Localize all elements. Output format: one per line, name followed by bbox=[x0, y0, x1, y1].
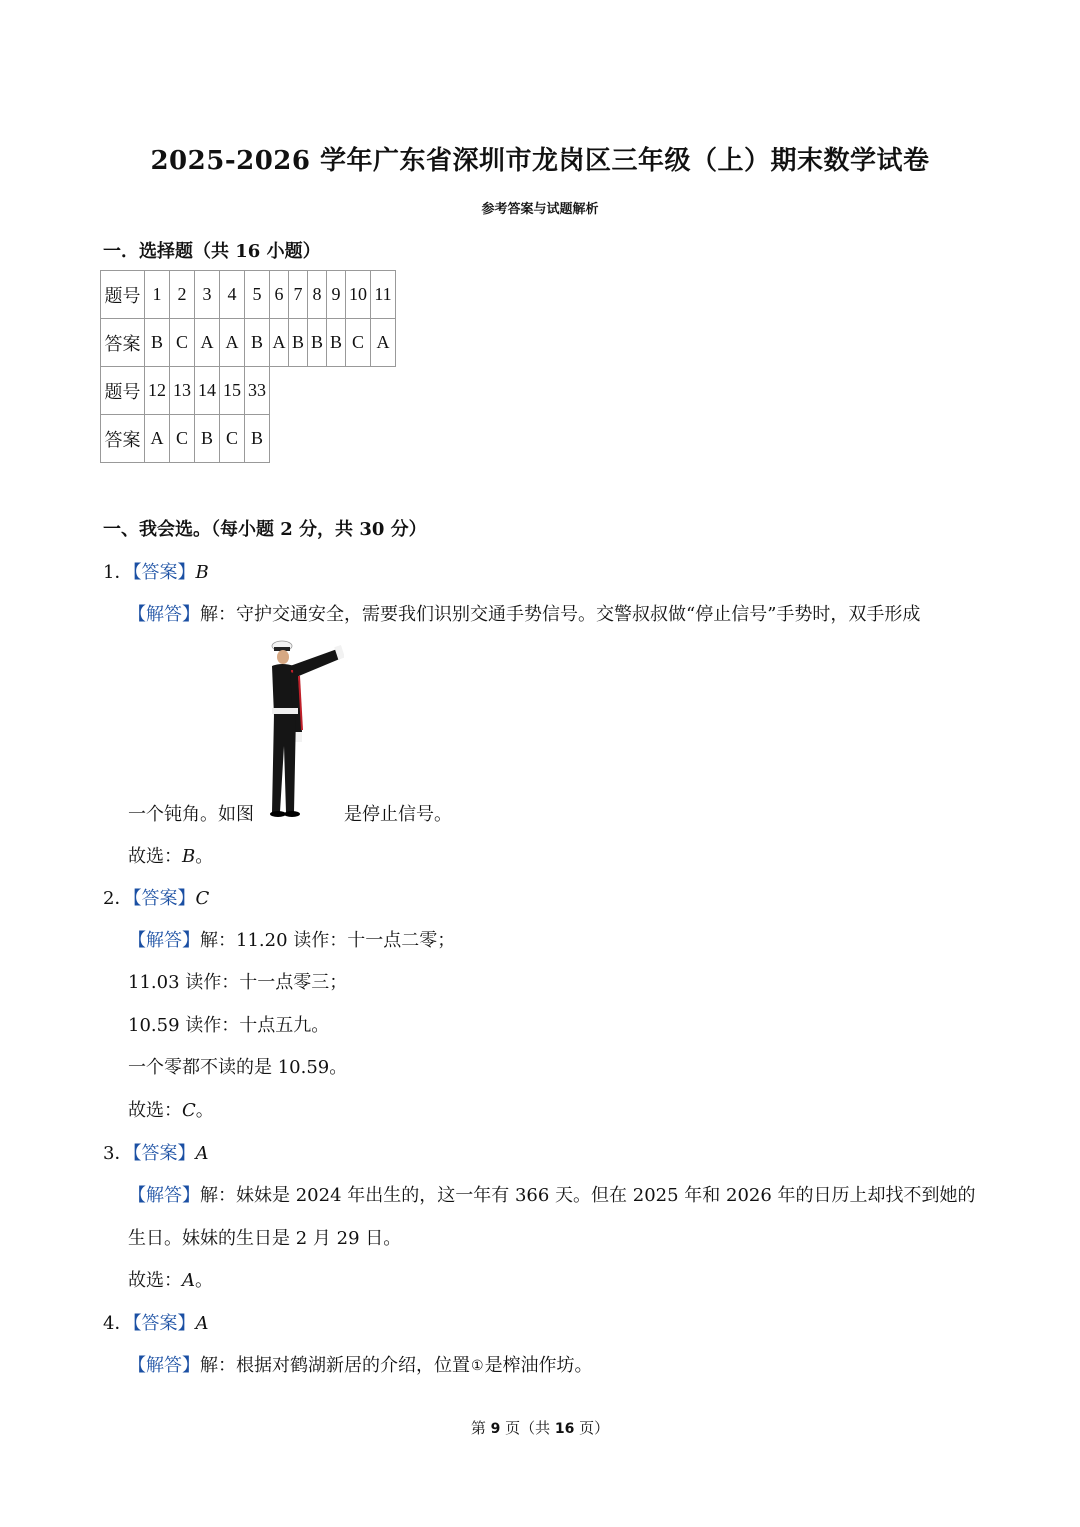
solution-text: 10.59 读作：十点五九。 bbox=[128, 1015, 330, 1036]
answer-value: A bbox=[195, 1143, 209, 1164]
page-footer bbox=[0, 1417, 1080, 1438]
answer-label: 【答案】 bbox=[132, 1143, 196, 1164]
question-number: 3． bbox=[103, 1143, 133, 1164]
table-row bbox=[101, 271, 396, 319]
table-cell: 12 bbox=[145, 367, 170, 415]
solution-text: 解：守护交通安全，需要我们识别交通手势信号。交警叔叔做“停止信号”手势时，双手形成 bbox=[200, 604, 921, 625]
table-header-cell: 题号 bbox=[101, 271, 145, 319]
footer-text: 页（共 bbox=[500, 1419, 555, 1437]
solution-label: 【解答】 bbox=[128, 604, 200, 625]
solution-text: 一个零都不读的是 10.59。 bbox=[128, 1057, 348, 1078]
answer-value: A bbox=[195, 1313, 209, 1334]
conclusion-period: 。 bbox=[195, 1100, 214, 1121]
table-row bbox=[101, 319, 396, 367]
table-cell: A bbox=[220, 319, 245, 367]
solution-label: 【解答】 bbox=[128, 1355, 200, 1376]
footer-text: 页） bbox=[574, 1419, 610, 1437]
answer-table-continued bbox=[100, 366, 270, 463]
table-cell: A bbox=[145, 415, 170, 463]
answer-label: 【答案】 bbox=[132, 1313, 196, 1334]
conclusion-answer: B bbox=[182, 846, 196, 867]
conclusion-period: 。 bbox=[195, 846, 214, 867]
table-cell: 6 bbox=[270, 271, 289, 319]
table-cell: 10 bbox=[346, 271, 371, 319]
section-heading-select: 一、我会选。（每小题 2 分，共 30 分） bbox=[103, 519, 427, 540]
table-cell: B bbox=[327, 319, 346, 367]
solution-text: 解：妹妹是 2024 年出生的，这一年有 366 天。但在 2025 年和 2026 年的日历上却找不到她的 bbox=[200, 1185, 976, 1206]
question-3-solution-line bbox=[128, 1181, 976, 1207]
table-cell: 14 bbox=[195, 367, 220, 415]
page-subtitle: 参考答案与试题解析 bbox=[481, 202, 599, 217]
answer-table bbox=[100, 270, 396, 367]
footer-text: 第 bbox=[470, 1419, 491, 1437]
table-cell: 15 bbox=[220, 367, 245, 415]
table-cell: 3 bbox=[195, 271, 220, 319]
conclusion-answer: A bbox=[182, 1270, 195, 1291]
conclusion-period: 。 bbox=[195, 1270, 213, 1291]
table-header-cell: 答案 bbox=[101, 319, 145, 367]
table-cell: A bbox=[195, 319, 220, 367]
question-2-solution-line bbox=[128, 926, 455, 952]
table-cell: B bbox=[308, 319, 327, 367]
question-number: 4． bbox=[103, 1313, 133, 1334]
table-cell: C bbox=[346, 319, 371, 367]
table-cell: B bbox=[289, 319, 308, 367]
answer-label: 【答案】 bbox=[132, 888, 196, 909]
table-cell: 11 bbox=[371, 271, 396, 319]
table-cell: C bbox=[220, 415, 245, 463]
question-1-figure-text: 一个钝角。如图 bbox=[128, 804, 254, 825]
question-4-solution-line bbox=[128, 1351, 593, 1377]
conclusion-answer: C bbox=[182, 1100, 196, 1121]
solution-text: 11.03 读作：十一点零三； bbox=[128, 972, 348, 993]
table-cell: 8 bbox=[308, 271, 327, 319]
table-cell: 2 bbox=[170, 271, 195, 319]
table-cell: B bbox=[245, 319, 270, 367]
table-header-cell: 答案 bbox=[101, 415, 145, 463]
question-4-answer bbox=[103, 1309, 208, 1335]
table-cell: B bbox=[245, 415, 270, 463]
traffic-police-stop-signal-image bbox=[262, 636, 344, 818]
answer-label: 【答案】 bbox=[132, 562, 196, 583]
solution-text: 解：根据对鹤湖新居的介绍，位置 bbox=[200, 1355, 470, 1376]
question-1-answer bbox=[103, 558, 209, 584]
question-number: 2． bbox=[103, 888, 133, 909]
table-cell: B bbox=[195, 415, 220, 463]
table-row bbox=[101, 415, 270, 463]
solution-text: 解：11.20 读作：十一点二零； bbox=[200, 930, 456, 951]
table-cell: 1 bbox=[145, 271, 170, 319]
question-1-conclusion bbox=[128, 842, 213, 868]
table-cell: 4 bbox=[220, 271, 245, 319]
solution-text: 生日。妹妹的生日是 2 月 29 日。 bbox=[128, 1228, 402, 1249]
table-header-cell: 题号 bbox=[101, 367, 145, 415]
question-1-figure-caption: 是停止信号。 bbox=[344, 804, 452, 825]
table-cell: B bbox=[145, 319, 170, 367]
answer-value: B bbox=[195, 562, 209, 583]
question-1-solution-line bbox=[128, 600, 920, 626]
solution-label: 【解答】 bbox=[128, 930, 200, 951]
table-cell: C bbox=[170, 319, 195, 367]
table-cell: A bbox=[371, 319, 396, 367]
solution-label: 【解答】 bbox=[128, 1185, 200, 1206]
conclusion-text: 故选： bbox=[128, 1270, 182, 1291]
question-2-answer bbox=[103, 884, 209, 910]
page-total: 16 bbox=[554, 1421, 575, 1437]
table-cell: C bbox=[170, 415, 195, 463]
section-heading-choice: 一．选择题（共 16 小题） bbox=[103, 241, 321, 262]
page-title: 2025-2026 学年广东省深圳市龙岗区三年级（上）期末数学试卷 bbox=[150, 146, 930, 176]
page-number: 9 bbox=[490, 1421, 501, 1437]
table-cell: 7 bbox=[289, 271, 308, 319]
table-row bbox=[101, 367, 270, 415]
table-cell: 33 bbox=[245, 367, 270, 415]
answer-value: C bbox=[195, 888, 210, 909]
table-cell: 5 bbox=[245, 271, 270, 319]
table-cell: 13 bbox=[170, 367, 195, 415]
question-2-conclusion bbox=[128, 1096, 214, 1122]
table-cell: 9 bbox=[327, 271, 346, 319]
question-number: 1． bbox=[103, 562, 133, 583]
circled-number-1: ① bbox=[471, 1358, 484, 1374]
solution-text: 是榨油作坊。 bbox=[484, 1355, 593, 1376]
conclusion-text: 故选： bbox=[128, 846, 182, 867]
conclusion-text: 故选： bbox=[128, 1100, 182, 1121]
question-3-answer bbox=[103, 1139, 208, 1165]
table-cell: A bbox=[270, 319, 289, 367]
question-3-conclusion bbox=[128, 1266, 213, 1292]
